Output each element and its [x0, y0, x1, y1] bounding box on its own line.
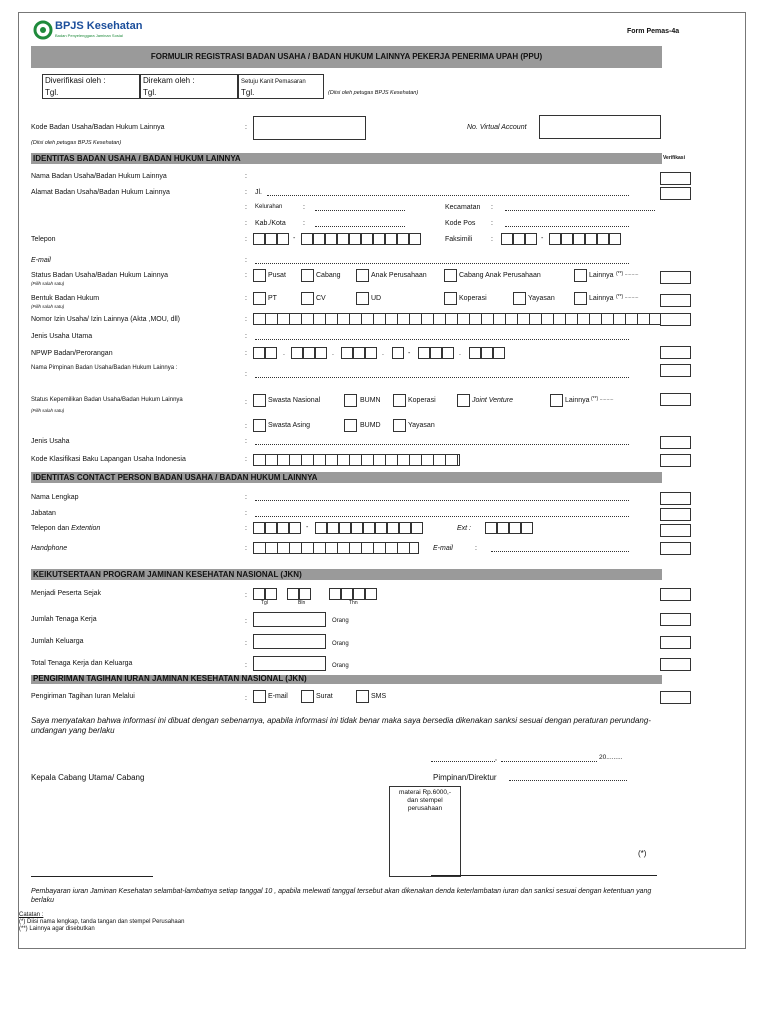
verify-jenis-usaha[interactable]: [660, 436, 691, 449]
own-swasta-asing-checkbox[interactable]: [253, 419, 266, 432]
materai-box[interactable]: [389, 786, 461, 877]
bentuk-koperasi-label: Koperasi: [459, 295, 487, 302]
sejak-label: Menjadi Peserta Sejak: [31, 590, 102, 597]
bpjs-logo-icon: [33, 20, 53, 40]
pimpinan-input[interactable]: [255, 377, 629, 378]
bpjs-logo: [31, 17, 143, 43]
kepala-label: Kepala Cabang Utama/ Cabang: [31, 773, 145, 782]
email-label: E-mail: [31, 257, 51, 264]
va-label: No. Virtual Account: [467, 124, 527, 131]
faksimili-label: Faksimili: [445, 236, 473, 243]
form-page: BPJS Kesehatan Badan Penyelenggara Jaminan Sosial Form Pemas-4a FORMULIR REGISTRASI BADAN USAHA / BADAN HUKUM LAINNYA PEKERJA PENERIMA UPAH (PPU) Diverifikasi oleh : Tgl. Direkam oleh : Tgl. Setuju Kanit Pemasaran Tgl. (Diisi oleh petugas BPJS Kesehatan) Kode Badan Usaha/Badan Hukum Lainnya : No. Virtual Account (Diisi oleh petugas BPJS Kesehatan) IDENTITAS BADAN USAHA / BADAN HUKUM LAINNYA Verifikasi Nama Badan Usaha/Badan Hukum Lainnya : Alamat Badan Usaha/Badan Hukum Lainnya : Jl. : Kelurahan : Kecamatan : : Kab./Kota : Kode Pos : Telepon : - Faksimili : - E-mail : Status Badan Usaha/Badan Hukum Lainnya (Pilih salah satu) : Pusat Cabang Anak Perusahaan Cabang Anak Perusahaan Lainnya (**) .......... Bentuk Badan Hukum (Pilih salah satu) : PT CV UD Koperasi Yayasan Lainnya (**) .......... Nomor Izin Usaha/ Izin Lainnya (Akta ,MOU, dll) : Jenis Usaha Utama : NPWP Badan/Perorangan : . . . - . Nama Pimpinan Badan Usaha/Badan Hukum Lainnya : : Status Kepemilikan Badan Usaha/Badan Hukum Lainnya (Pilih salah satu) : Swasta Nasional BUMN Koperasi Joint Venture Lainnya (**) .......... : Swasta Asing BUMD Yayasan Jenis Usaha : Kode Klasifikasi Baku Lapangan Usaha Indonesia : IDENTITAS CONTACT PERSON BADAN USAHA / BADAN HUKUM LAINNYA Nama Lengkap : Jabatan : Telepon dan Extention : - Ext : Handphone : E-mail : KEIKUTSERTAAN PROGRAM JAMINAN KESEHATAN NASIONAL (JKN) Menjadi Peserta Sejak : Tgl Bln Thn Jumlah Tenaga Kerja : Orang Jumlah Keluarga : Orang Total Tenaga Kerja dan Keluarga : Orang PENGIRIMAN TAGIHAN IURAN JAMINAN KESEHATAN NASIONAL (JKN) Pengiriman Tagihan Iuran Melalui : E-mail Surat SMS Saya menyatakan bahwa informasi ini dibuat dengan sebenarnya, apabila informasi ini tidak benar maka saya bersedia dikenakan sanksi sesuai dengan peraturan perundang-undangan yang berlaku , 20......... Kepala Cabang Utama/ Cabang Pimpinan/Direktur materai Rp.6000,- dan stempel perusahaan (*) Pembayaran iuran Jaminan Kesehatan selambat-lambatnya setiap tanggal 10 , apabila melewati tanggal tersebut akan dikenakan denda keterlambatan iuran dan sanksi sesuai dengan ketentuan yang berlaku Catatan : (*) Diisi nama lengkap, tanda tangan dan stempel Perusahaan (**) Lainnya agar disebutkan: [18, 12, 746, 949]
verify-total[interactable]: [660, 658, 691, 671]
verify-kepemilikan[interactable]: [660, 393, 691, 406]
klasifikasi-input[interactable]: [253, 454, 460, 466]
approved-date-label: Tgl.: [241, 88, 255, 97]
bentuk-hint: (Pilih salah satu): [31, 304, 65, 309]
status-pusat-label: Pusat: [268, 272, 286, 279]
recorded-label: Direkam oleh :: [143, 76, 195, 85]
keluarga-unit: Orang: [332, 641, 349, 647]
kelurahan-label: Kelurahan: [255, 204, 283, 210]
notes-block: [19, 912, 184, 933]
own-swasta-asing-label: Swasta Asing: [268, 422, 311, 429]
cp-jabatan-input[interactable]: [255, 516, 629, 517]
catatan-label: Catatan :: [19, 912, 44, 918]
brand-subtitle: Badan Penyelenggara Jaminan Sosial: [55, 33, 123, 38]
own-swasta-nasional-label: Swasta Nasional: [268, 397, 321, 404]
nomor-izin-input[interactable]: [253, 313, 661, 325]
verifikasi-label: Verifikasi: [663, 155, 685, 161]
status-lainnya-label: Lainnya: [589, 272, 614, 279]
total-unit: Orang: [332, 663, 349, 669]
own-lainnya-label: Lainnya: [565, 397, 590, 404]
jenis-usaha-input[interactable]: [255, 444, 629, 445]
own-yayasan-checkbox[interactable]: [393, 419, 406, 432]
section1-header: IDENTITAS BADAN USAHA / BADAN HUKUM LAINNYA: [31, 153, 662, 164]
status-cabang-label: Cabang: [316, 272, 341, 279]
approved-label: Setuju Kanit Pemasaran: [241, 79, 306, 85]
bentuk-pt-label: PT: [268, 295, 277, 302]
bentuk-pt-checkbox[interactable]: [253, 292, 266, 305]
kode-input[interactable]: [253, 116, 366, 140]
npwp-label: NPWP Badan/Perorangan: [31, 350, 113, 357]
cp-nama-input[interactable]: [255, 500, 629, 501]
kecamatan-label: Kecamatan: [445, 204, 481, 211]
tenaga-kerja-label: Jumlah Tenaga Kerja: [31, 616, 97, 623]
own-joint-venture-label: Joint Venture: [472, 397, 513, 404]
kabkota-input[interactable]: [315, 226, 405, 227]
own-koperasi-checkbox[interactable]: [393, 394, 406, 407]
own-joint-venture-checkbox[interactable]: [457, 394, 470, 407]
bentuk-lainnya-checkbox[interactable]: [574, 292, 587, 305]
pimpinan-signature-line: [431, 875, 657, 876]
cp-handphone-input[interactable]: [253, 542, 419, 554]
keluarga-input[interactable]: [253, 634, 326, 649]
cp-jabatan-label: Jabatan: [31, 510, 56, 517]
sejak-bln-label: Bln: [298, 600, 306, 606]
bentuk-ud-label: UD: [371, 295, 382, 302]
jenis-utama-input[interactable]: [255, 339, 629, 340]
recorded-date-label: Tgl.: [143, 88, 157, 97]
kepala-signature-line: [31, 876, 153, 877]
verify-melalui[interactable]: [660, 691, 691, 704]
verify-alamat[interactable]: [660, 187, 691, 200]
status-pusat-checkbox[interactable]: [253, 269, 266, 282]
keluarga-label: Jumlah Keluarga: [31, 638, 84, 645]
statement-text: Saya menyatakan bahwa informasi ini dibuat dengan sebenarnya, apabila informasi ini tidak benar maka saya bersedia dikenakan sanksi sesuai dengan peraturan perundang-undangan yang berlaku: [31, 716, 651, 735]
sejak-thn-label: Thn: [349, 600, 358, 606]
va-input[interactable]: [539, 115, 661, 139]
own-bumn-label: BUMN: [360, 397, 381, 404]
bentuk-lainnya-mark: (**) ..........: [616, 294, 639, 300]
section2-header: IDENTITAS CONTACT PERSON BADAN USAHA / BADAN HUKUM LAINNYA: [31, 472, 662, 483]
own-bumd-label: BUMD: [360, 422, 381, 429]
verify-tenaga-kerja[interactable]: [660, 613, 691, 626]
verified-box[interactable]: [42, 74, 140, 99]
cp-handphone-label: Handphone: [31, 545, 68, 552]
verify-status[interactable]: [660, 271, 691, 284]
verify-nama[interactable]: [660, 172, 691, 185]
own-lainnya-checkbox[interactable]: [550, 394, 563, 407]
brand-name: BPJS Kesehatan: [55, 20, 143, 32]
payment-note: Pembayaran iuran Jaminan Kesehatan selambat-lambatnya setiap tanggal 10 , apabila melewati tanggal tersebut akan dikenakan denda keterlambatan iuran dan sanksi sesuai dengan ketentuan yang berlaku: [31, 888, 652, 904]
email-input[interactable]: [255, 263, 629, 264]
officer-note: (Diisi oleh petugas BPJS Kesehatan): [328, 90, 419, 96]
status-cabang-checkbox[interactable]: [301, 269, 314, 282]
nama-label: Nama Badan Usaha/Badan Hukum Lainnya: [31, 173, 167, 180]
status-anak-checkbox[interactable]: [356, 269, 369, 282]
verified-label: Diverifikasi oleh :: [45, 76, 106, 85]
own-koperasi-label: Koperasi: [408, 397, 436, 404]
alamat-label: Alamat Badan Usaha/Badan Hukum Lainnya: [31, 189, 170, 196]
bentuk-cv-checkbox[interactable]: [301, 292, 314, 305]
nomor-izin-label: Nomor Izin Usaha/ Izin Lainnya (Akta ,MOU, dll): [31, 316, 180, 323]
kepemilikan-hint: (Pilih salah satu): [31, 408, 65, 413]
status-hint: (Pilih salah satu): [31, 281, 65, 286]
date-input[interactable]: [501, 761, 597, 762]
approved-box[interactable]: [238, 74, 324, 99]
kirim-surat-label: Surat: [316, 693, 333, 700]
verify-cp-jabatan[interactable]: [660, 508, 691, 521]
kodepos-label: Kode Pos: [445, 220, 476, 227]
verify-sejak[interactable]: [660, 588, 691, 601]
form-title: FORMULIR REGISTRASI BADAN USAHA / BADAN HUKUM LAINNYA PEKERJA PENERIMA UPAH (PPU): [31, 46, 662, 68]
tenaga-kerja-input[interactable]: [253, 612, 326, 627]
cp-email-input[interactable]: [491, 551, 629, 552]
status-anak-label: Anak Perusahaan: [371, 272, 427, 279]
cp-ext-label: Ext :: [457, 525, 472, 532]
jl-label: Jl.: [255, 189, 262, 196]
own-swasta-nasional-checkbox[interactable]: [253, 394, 266, 407]
note-1: (*) Diisi nama lengkap, tanda tangan dan stempel Perusahaan: [19, 919, 185, 925]
tenaga-kerja-unit: Orang: [332, 618, 349, 624]
verify-cp-telepon[interactable]: [660, 524, 691, 537]
pimpinan-label: Nama Pimpinan Badan Usaha/Badan Hukum Lainnya :: [31, 365, 178, 371]
year-label: 20.........: [599, 754, 623, 761]
verify-cp-nama[interactable]: [660, 492, 691, 505]
melalui-label: Pengiriman Tagihan Iuran Melalui: [31, 693, 135, 700]
bentuk-label: Bentuk Badan Hukum: [31, 295, 100, 302]
verify-npwp[interactable]: [660, 346, 691, 359]
bentuk-koperasi-checkbox[interactable]: [444, 292, 457, 305]
kirim-sms-checkbox[interactable]: [356, 690, 369, 703]
place-input[interactable]: [431, 761, 495, 762]
kode-label: Kode Badan Usaha/Badan Hukum Lainnya: [31, 124, 165, 131]
kepemilikan-label: Status Kepemilikan Badan Usaha/Badan Hukum Lainnya: [31, 397, 183, 403]
cp-telepon-label: Telepon dan Extention: [31, 525, 101, 532]
kecamatan-input[interactable]: [505, 210, 655, 211]
bentuk-cv-label: CV: [316, 295, 326, 302]
pimpinan-signature-label: Pimpinan/Direktur: [433, 773, 497, 782]
kirim-email-label: E-mail: [268, 693, 288, 700]
own-yayasan-label: Yayasan: [408, 422, 435, 429]
status-label: Status Badan Usaha/Badan Hukum Lainnya: [31, 272, 168, 279]
section3-header: KEIKUTSERTAAN PROGRAM JAMINAN KESEHATAN NASIONAL (JKN): [31, 569, 662, 580]
bentuk-lainnya-label: Lainnya: [589, 295, 614, 302]
verify-keluarga[interactable]: [660, 636, 691, 649]
verify-nomor-izin[interactable]: [660, 313, 691, 326]
bentuk-yayasan-checkbox[interactable]: [513, 292, 526, 305]
cp-email-label: E-mail: [433, 545, 453, 552]
kodepos-input[interactable]: [505, 226, 629, 227]
section4-header: PENGIRIMAN TAGIHAN IURAN JAMINAN KESEHATAN NASIONAL (JKN): [31, 675, 662, 684]
kabkota-label: Kab./Kota: [255, 220, 286, 227]
klasifikasi-label: Kode Klasifikasi Baku Lapangan Usaha Indonesia: [31, 456, 186, 463]
own-lainnya-mark: (**) ..........: [591, 396, 614, 402]
verify-bentuk[interactable]: [660, 294, 691, 307]
bentuk-ud-checkbox[interactable]: [356, 292, 369, 305]
sejak-tgl-label: Tgl: [261, 600, 268, 606]
own-bumn-checkbox[interactable]: [344, 394, 357, 407]
kirim-sms-label: SMS: [371, 693, 387, 700]
kirim-surat-checkbox[interactable]: [301, 690, 314, 703]
alamat-input[interactable]: [267, 195, 629, 196]
total-input[interactable]: [253, 656, 326, 671]
cp-nama-label: Nama Lengkap: [31, 494, 79, 501]
jenis-usaha-label: Jenis Usaha: [31, 438, 70, 445]
kode-note: (Diisi oleh petugas BPJS Kesehatan): [31, 140, 122, 146]
note-2: (**) Lainnya agar disebutkan: [19, 926, 95, 932]
status-lainnya-checkbox[interactable]: [574, 269, 587, 282]
verified-date-label: Tgl.: [45, 88, 59, 97]
verify-pimpinan[interactable]: [660, 364, 691, 377]
signature-star: (*): [638, 849, 647, 858]
kirim-email-checkbox[interactable]: [253, 690, 266, 703]
jenis-utama-label: Jenis Usaha Utama: [31, 333, 93, 340]
form-code: Form Pemas-4a: [627, 28, 680, 35]
bentuk-yayasan-label: Yayasan: [528, 295, 555, 302]
telepon-label: Telepon: [31, 236, 56, 243]
status-cabang-anak-checkbox[interactable]: [444, 269, 457, 282]
recorded-box[interactable]: [140, 74, 238, 99]
kelurahan-input[interactable]: [315, 210, 405, 211]
materai-label: materai Rp.6000,- dan stempel perusahaan: [398, 789, 452, 812]
status-lainnya-mark: (**) ..........: [616, 271, 639, 277]
total-label: Total Tenaga Kerja dan Keluarga: [31, 660, 133, 667]
verify-cp-handphone[interactable]: [660, 542, 691, 555]
pimpinan-name-input[interactable]: [509, 780, 627, 781]
verify-klasifikasi[interactable]: [660, 454, 691, 467]
own-bumd-checkbox[interactable]: [344, 419, 357, 432]
status-cabang-anak-label: Cabang Anak Perusahaan: [459, 272, 541, 279]
